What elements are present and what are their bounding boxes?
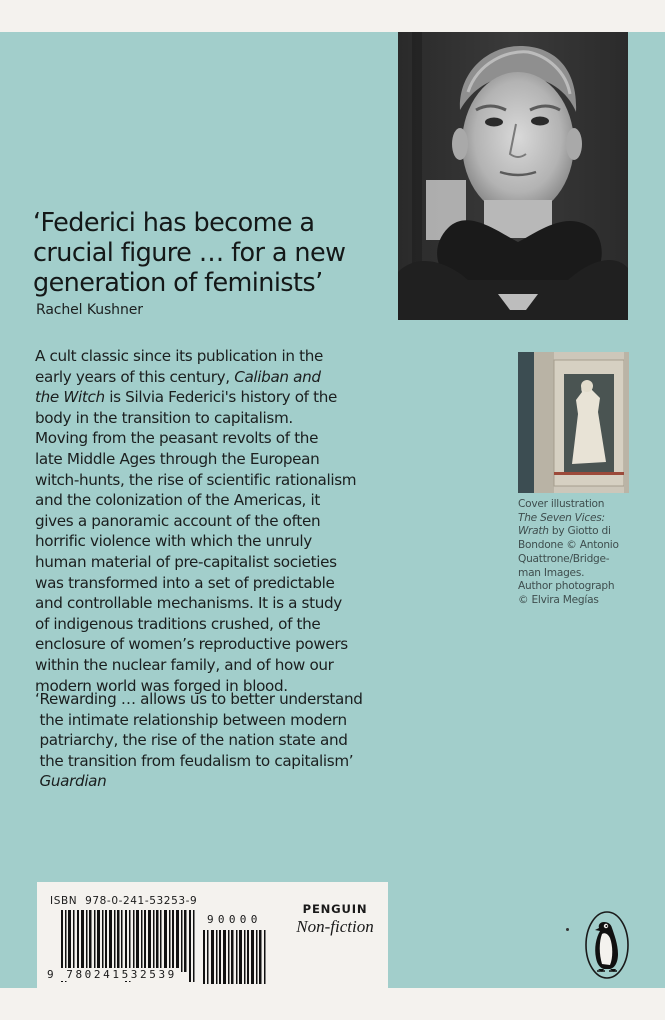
isbn-label: ISBN 978-0-241-53253-9 bbox=[50, 895, 198, 907]
imprint bbox=[290, 902, 380, 937]
credit-line: © Elvira Megías bbox=[518, 593, 599, 606]
credit-line: man Images. bbox=[518, 566, 585, 579]
blurb-line: horrific violence with which the unruly bbox=[35, 532, 312, 551]
price-addon-digits: 90000 bbox=[207, 913, 262, 926]
credit-line: The Seven Vices: bbox=[518, 511, 605, 524]
blurb-line: late Middle Ages through the European bbox=[35, 449, 320, 468]
blurb-line: within the nuclear family, and of how our bbox=[35, 655, 334, 674]
penguin-logo-icon bbox=[584, 910, 630, 980]
blurb-line: the Witch is Silvia Federici's history of the bbox=[35, 388, 338, 407]
blurb-line: Moving from the peasant revolts of the bbox=[35, 429, 319, 448]
barcode-digits: 9 780241532539 bbox=[47, 968, 177, 981]
publisher-name: PENGUIN bbox=[302, 902, 368, 916]
barcode-panel bbox=[37, 882, 388, 988]
headline-line: crucial figure … for a new bbox=[33, 238, 346, 268]
headline-line: generation of feminists’ bbox=[33, 268, 323, 298]
book-title: Caliban and bbox=[234, 367, 321, 386]
blurb-line: human material of pre-capitalist societies bbox=[35, 552, 337, 571]
review-source: Guardian bbox=[35, 772, 107, 791]
review-line: the transition from feudalism to capitalism’ bbox=[35, 751, 354, 770]
blurb-line: was transformed into a set of predictable bbox=[35, 573, 335, 592]
blurb-line: gives a panoramic account of the often bbox=[35, 511, 321, 530]
top-band bbox=[0, 0, 665, 32]
bottom-band bbox=[0, 988, 665, 1020]
cover-illustration-thumbnail bbox=[518, 352, 629, 493]
credit-line: Bondone © Antonio bbox=[518, 539, 619, 552]
blurb-line: witch-hunts, the rise of scientific rationalism bbox=[35, 470, 357, 489]
blurb-line: and the colonization of the Americas, it bbox=[35, 491, 320, 510]
addon-barcode bbox=[203, 930, 269, 984]
blurb-line: enclosure of women’s reproductive powers bbox=[35, 635, 348, 654]
author-portrait-image bbox=[398, 32, 628, 320]
review-line: patriarchy, the rise of the nation state and bbox=[35, 731, 348, 750]
cover-credits bbox=[518, 498, 636, 608]
headline-quote bbox=[33, 208, 393, 298]
quote-attribution: Rachel Kushner bbox=[36, 302, 143, 318]
review-line: the intimate relationship between modern bbox=[35, 710, 347, 729]
author-photo bbox=[398, 32, 628, 320]
review-line: ‘Rewarding … allows us to better understand bbox=[35, 690, 363, 708]
fresco-image bbox=[518, 352, 629, 493]
credit-line: Cover illustration bbox=[518, 498, 605, 510]
credit-line: Wrath by Giotto di bbox=[518, 525, 611, 538]
blurb-line: body in the transition to capitalism. bbox=[35, 408, 293, 427]
blurb-line: early years of this century, Caliban and bbox=[35, 367, 321, 386]
blurb-line: modern world was forged in blood. bbox=[35, 676, 288, 695]
decorative-dot bbox=[566, 928, 569, 931]
series-name: Non-fiction bbox=[296, 917, 374, 936]
credit-line: Quattrone/Bridge- bbox=[518, 552, 610, 565]
headline-line: ‘Federici has become a bbox=[33, 208, 315, 238]
blurb-line: A cult classic since its publication in the bbox=[35, 347, 323, 365]
blurb-line: of indigenous traditions crushed, of the bbox=[35, 614, 321, 633]
book-title: the Witch bbox=[35, 388, 105, 407]
credit-line: Author photograph bbox=[518, 580, 615, 593]
review-quote bbox=[35, 689, 395, 792]
blurb-line: and controllable mechanisms. It is a study bbox=[35, 594, 342, 613]
blurb bbox=[35, 346, 395, 696]
